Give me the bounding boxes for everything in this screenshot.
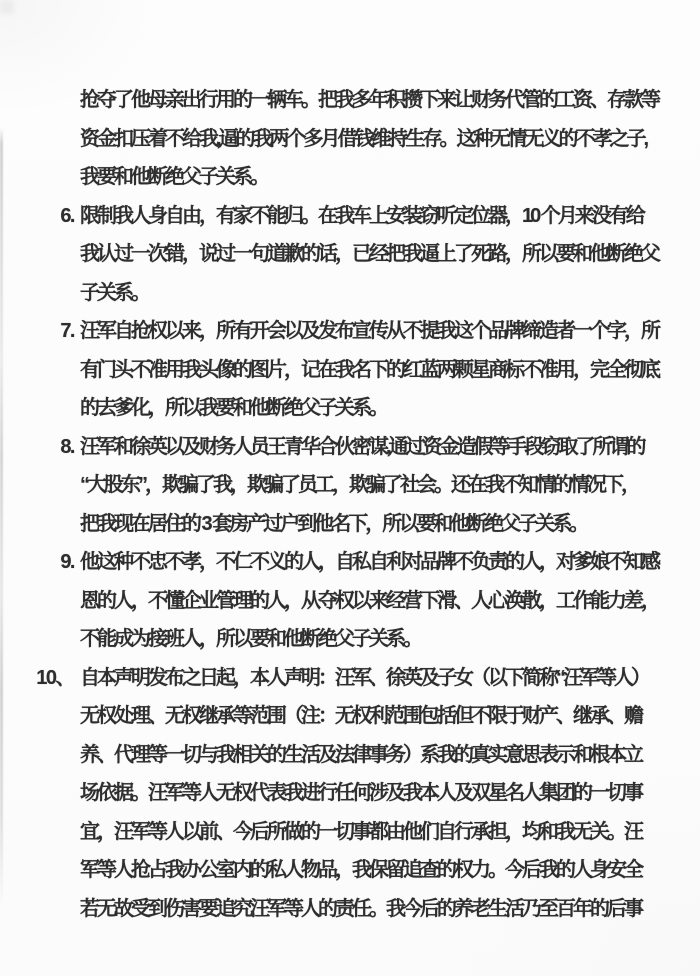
list-number: 8. [60,435,74,458]
text-line: 资金扣压着不给我,逼的我两个多月借钱维持生存。这种无情无义的不孝之子, [80,127,647,150]
statement-paragraph [60,197,658,313]
document-text-block [36,81,658,928]
text-line: 场依据。汪军等人无权代表我进行任何涉及我本人及双星名人集团的一切事 [80,782,641,804]
text-line: 养、代理等一切与我相关的生活及法律事务）系我的真实意思表示和根本立 [80,743,641,766]
statement-paragraph [60,543,658,659]
text-line: 有门头不准用我头像的图片，记在我名下的红蓝两颗星商标不准用，完全彻底 [80,358,658,381]
text-line: 军等人抢占我办公室内的私人物品，我保留追查的权力。今后我的人身安全 [80,859,641,881]
text-line: 无权处理、无权继承等范围（注：无权利范围包括但不限于财产、继承、赡 [80,705,641,727]
text-line: 抢夺了他母亲出行用的一辆车。把我多年积攒下来让财务代管的工资、存款等 [80,89,658,111]
text-line: 恩的人，不懂企业管理的人，从夺权以来经营下滑、人心涣散，工作能力差， [80,589,658,612]
text-line: 限制我人身自由，有家不能归。在我车上安装窃听定位器，10 个月来没有给 [80,204,643,227]
list-number: 6. [60,204,74,227]
photo-corner-smudge [0,0,14,14]
text-line: 汪军自抢权以来，所有开会以及发布宣传从不提我这个品牌缔造者一个字，所 [80,320,658,342]
photo-left-edge-shadow [0,128,3,908]
statement-paragraph [80,81,658,197]
list-number: 7. [60,320,74,342]
statement-paragraph [60,312,658,428]
text-line: 把我现在居住的 3 套房产过户到他名下，所以要和他断绝父子关系。 [80,512,587,535]
text-line: “大股东”，欺骗了我，欺骗了员工，欺骗了社会。还在我不知情的情况下， [80,474,638,496]
text-line: 若无故受到伤害要追究汪军等人的责任。我今后的养老生活乃至百年的后事 [80,897,641,920]
statement-paragraph [36,659,658,929]
text-line: 我认过一次错，说过一句道歉的话，已经把我逼上了死路，所以要和他断绝父 [80,243,658,265]
text-line: 我要和他断绝父子关系。 [80,166,267,188]
text-line: 宜，汪军等人以前、今后所做的一切事都由他们自行承担，均和我无关。汪 [80,820,641,843]
text-line: 他这种不忠不孝，不仁不义的人，自私自利对品牌不负责的人，对爹娘不知感 [80,551,658,573]
text-line: 不能成为接班人，所以要和他断绝父子关系。 [80,628,420,650]
text-line: 自本声明发布之日起，本人声明：汪军、徐英及子女（以下简称“汪军等人） [80,666,648,689]
list-number: 10、 [36,666,74,689]
list-number: 9. [60,551,74,573]
statement-paragraph [60,428,658,544]
text-line: 汪军和徐英以及财务人员王青华合伙密谋,通过资金造假等手段窃取了所谓的 [80,435,644,458]
text-line: 子关系。 [80,281,148,304]
text-line: 的去爹化，所以我要和他断绝父子关系。 [80,397,386,419]
